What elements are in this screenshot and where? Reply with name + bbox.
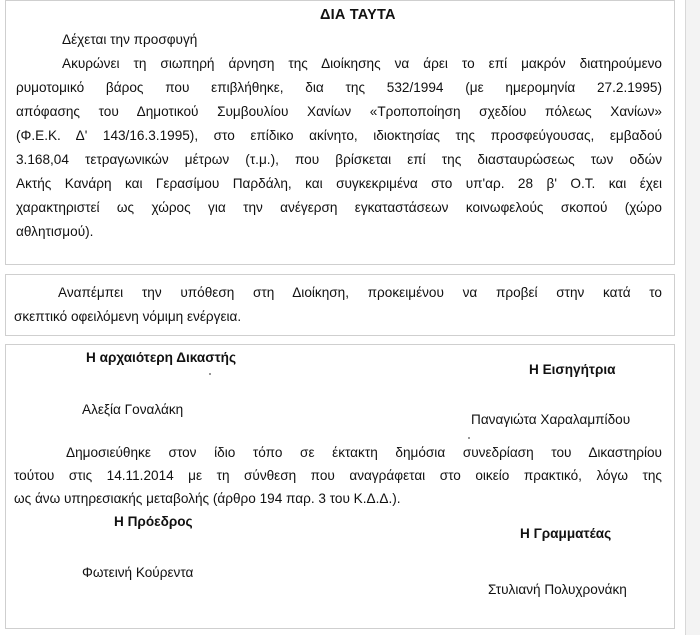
scan-edge: [685, 0, 700, 635]
clerk-title: Η Γραμματέας: [520, 526, 612, 541]
signatures-section: [5, 344, 675, 629]
annul-line-6: Ακτής Κανάρη και Γερασίμου Παρδάλη, και συγκεκριμένα στο υπ'αρ. 28 β' Ο.Τ. και έχει: [16, 176, 662, 191]
remand-line-2: σκεπτικό οφειλόμενη νόμιμη ενέργεια.: [14, 309, 242, 324]
ruling-section: [5, 0, 675, 265]
publication-line-1: Δημοσιεύθηκε στον ίδιο τόπο σε έκτακτη δημόσια συνεδρίαση του Δικαστηρίου: [66, 445, 662, 460]
rapporteur-title: Η Εισηγήτρια: [529, 362, 616, 377]
annul-line-7: χαρακτηριστεί ως χώρος για την ανέγερση εγκαταστάσεων κοινωφελούς σκοπού (χώρο: [16, 200, 662, 215]
president-name: Φωτεινή Κούρεντα: [82, 565, 194, 580]
rapporteur-name: Παναγιώτα Χαραλαμπίδου: [471, 412, 631, 427]
clerk-name: Στυλιανή Πολυχρονάκη: [488, 582, 627, 597]
publication-line-3: ως άνω υπηρεσιακής μεταβολής (άρθρο 194 παρ. 3 του Κ.Δ.Δ.).: [14, 491, 401, 506]
annul-line-8: αθλητισμού).: [16, 224, 94, 239]
accepts-appeal-line: Δέχεται την προσφυγή: [62, 32, 198, 47]
senior-judge-name: Αλεξία Γοναλάκη: [82, 402, 184, 417]
remand-section: [5, 274, 675, 336]
section-heading: ΔΙΑ ΤΑΥΤΑ: [320, 7, 396, 23]
annul-line-1: Ακυρώνει τη σιωπηρή άρνηση της Διοίκησης να άρει το επί μακρόν διατηρούμενο: [62, 56, 662, 71]
remand-line-1: Αναπέμπει την υπόθεση στη Διοίκηση, προκειμένου να προβεί στην κατά το: [58, 285, 662, 300]
annul-line-5: 3.168,04 τετραγωνικών μέτρων (τ.μ.), που βρίσκεται επί της διασταυρώσεως των οδών: [16, 152, 662, 167]
president-title: Η Πρόεδρος: [114, 514, 193, 529]
annul-line-2: ρυμοτομικό βάρος που επιβλήθηκε, δια της 532/1994 (με ημερομηνία 27.2.1995): [16, 80, 662, 95]
annul-line-4: (Φ.Ε.Κ. Δ' 143/16.3.1995), στο επίδικο ακίνητο, ιδιοκτησίας της προσφεύγουσας, εμβαδού: [16, 128, 662, 143]
scan-speck: [209, 373, 211, 375]
scan-speck: [468, 437, 470, 439]
publication-line-2: τούτου στις 14.11.2014 με τη σύνθεση που αναγράφεται στο οικείο πρακτικό, λόγω της: [14, 468, 662, 483]
annul-line-3: απόφασης του Δημοτικού Συμβουλίου Χανίων «Τροποποίηση σχεδίου πόλεως Χανίων»: [16, 104, 662, 119]
senior-judge-title: Η αρχαιότερη Δικαστής: [86, 350, 237, 365]
